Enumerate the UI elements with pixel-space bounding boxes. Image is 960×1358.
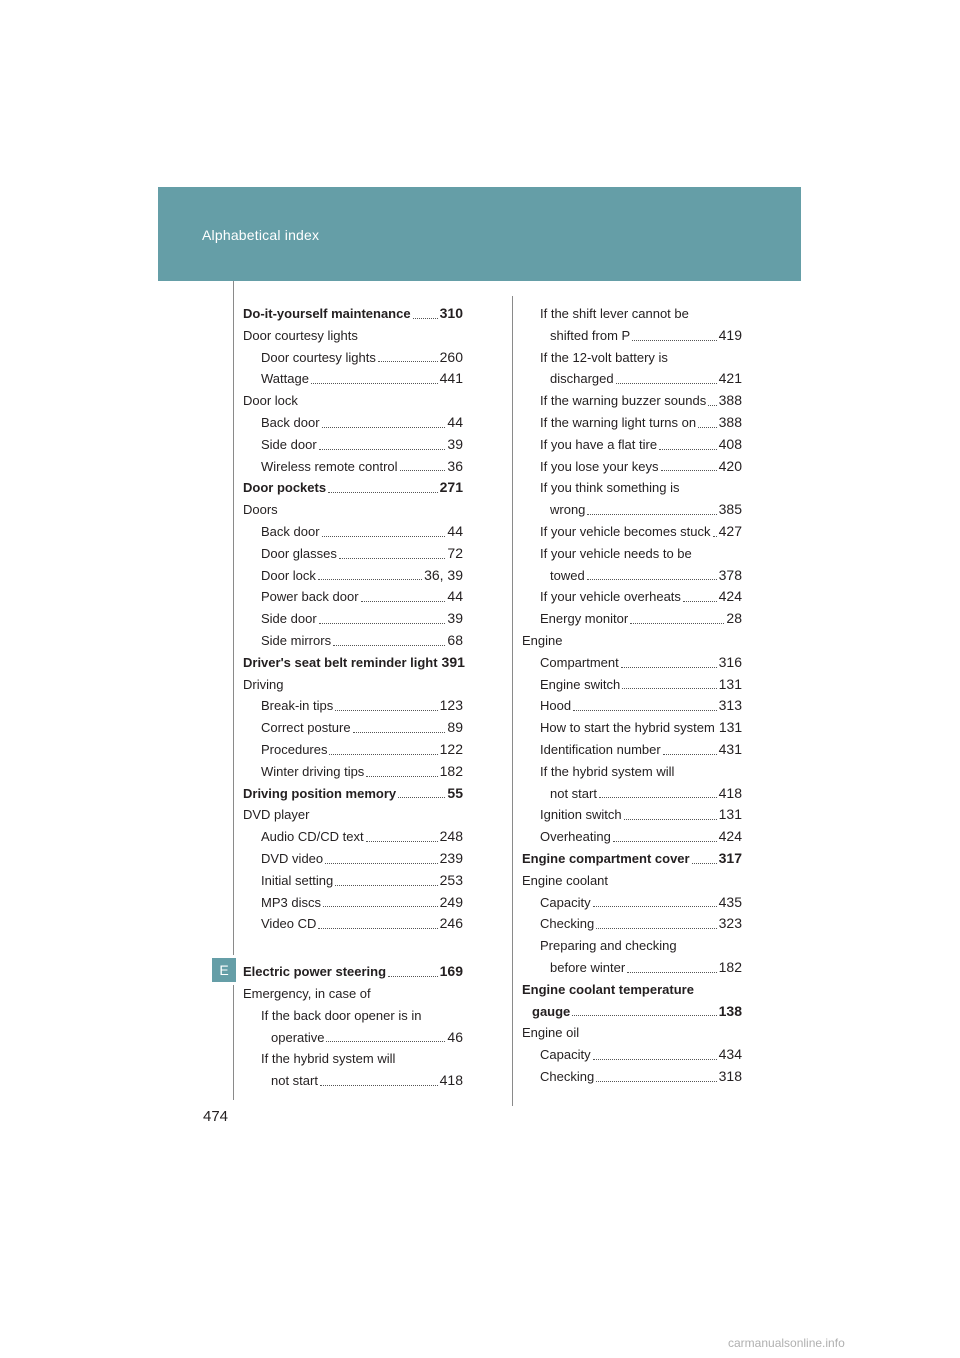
index-entry xyxy=(243,499,463,521)
index-term: Door courtesy lights xyxy=(261,349,376,365)
watermark-logo: carmanualsonline.info xyxy=(728,1336,845,1350)
dot-leader xyxy=(622,687,716,689)
index-term: Winter driving tips xyxy=(261,763,365,779)
page-reference[interactable]: 441 xyxy=(439,370,463,387)
index-term: Energy monitor xyxy=(540,611,629,627)
dot-leader xyxy=(659,448,717,450)
index-entry xyxy=(243,434,463,456)
page-reference[interactable]: 246 xyxy=(439,915,463,932)
index-entry xyxy=(522,783,742,805)
page-reference[interactable]: 427 xyxy=(718,522,742,539)
dot-leader xyxy=(328,491,438,493)
page-reference[interactable]: 424 xyxy=(718,828,742,845)
index-entry xyxy=(522,1022,742,1044)
page-reference[interactable]: 169 xyxy=(439,963,463,980)
index-term: Capacity xyxy=(540,894,591,910)
index-entry xyxy=(522,347,742,369)
page-reference[interactable]: 317 xyxy=(718,849,742,866)
page-reference[interactable]: 318 xyxy=(718,1067,742,1084)
dot-leader xyxy=(323,905,438,907)
index-term: Video CD xyxy=(261,916,317,932)
index-entry xyxy=(522,739,742,761)
index-entry xyxy=(243,761,463,783)
index-term: If the back door opener is in xyxy=(261,1007,422,1023)
index-entry xyxy=(243,477,463,499)
dot-leader xyxy=(322,535,446,537)
page-reference[interactable]: 310 xyxy=(439,305,463,321)
letter-gap xyxy=(243,935,463,961)
index-entry xyxy=(522,390,742,412)
index-entry xyxy=(522,848,742,870)
page-reference[interactable]: 46 xyxy=(447,1028,463,1045)
page-reference[interactable]: 68 xyxy=(447,631,463,648)
section-tab-e: E xyxy=(212,958,236,982)
index-term: towed xyxy=(550,567,585,583)
index-term: Preparing and checking xyxy=(540,938,677,954)
index-term: wrong xyxy=(550,502,586,518)
index-entry xyxy=(522,412,742,434)
index-term: Driving xyxy=(243,676,284,692)
page-reference[interactable]: 388 xyxy=(718,392,742,409)
dot-leader xyxy=(630,622,724,624)
index-term: If your vehicle needs to be xyxy=(540,545,692,561)
index-entry xyxy=(522,586,742,608)
dot-leader xyxy=(616,382,717,384)
page-reference[interactable]: 271 xyxy=(439,479,463,496)
dot-leader xyxy=(320,1084,438,1086)
index-entry xyxy=(522,543,742,565)
index-entry xyxy=(243,303,463,325)
dot-leader xyxy=(318,927,437,929)
index-group-e-continued xyxy=(522,303,742,1088)
page-reference[interactable]: 182 xyxy=(439,762,463,779)
index-term: Wireless remote control xyxy=(261,458,398,474)
index-term: If your vehicle overheats xyxy=(540,589,681,605)
page-reference[interactable]: 391 xyxy=(441,653,465,670)
index-entry xyxy=(243,521,463,543)
index-entry xyxy=(522,456,742,478)
index-term: Side door xyxy=(261,436,317,452)
index-entry xyxy=(243,983,463,1005)
index-entry xyxy=(522,695,742,717)
index-term: If the 12-volt battery is xyxy=(540,349,668,365)
index-term: Door lock xyxy=(243,393,298,409)
index-entry xyxy=(243,390,463,412)
dot-leader xyxy=(366,775,437,777)
dot-leader xyxy=(708,404,716,406)
index-entry xyxy=(243,870,463,892)
index-term: Door glasses xyxy=(261,545,337,561)
dot-leader xyxy=(663,753,717,755)
dot-leader xyxy=(326,1040,445,1042)
index-entry xyxy=(243,717,463,739)
dot-leader xyxy=(388,975,438,977)
dot-leader xyxy=(335,709,437,711)
index-entry xyxy=(522,892,742,914)
index-entry xyxy=(522,870,742,892)
page-reference[interactable]: 378 xyxy=(718,566,742,583)
page-reference[interactable]: 435 xyxy=(718,893,742,910)
page-reference[interactable]: 248 xyxy=(439,828,463,845)
index-entry xyxy=(522,957,742,979)
dot-leader xyxy=(661,469,717,471)
index-entry xyxy=(522,804,742,826)
dot-leader xyxy=(683,600,717,602)
dot-leader xyxy=(698,426,717,428)
index-column-left xyxy=(243,303,463,1092)
index-term: not start xyxy=(550,785,597,801)
page-reference[interactable]: 122 xyxy=(439,740,463,757)
header-band xyxy=(158,187,801,281)
page-reference[interactable]: 55 xyxy=(447,784,463,801)
index-entry xyxy=(243,848,463,870)
index-entry xyxy=(522,608,742,630)
index-entry xyxy=(522,565,742,587)
index-entry xyxy=(243,783,463,805)
page-reference[interactable]: 72 xyxy=(447,544,463,561)
index-term: Driver's seat belt reminder light xyxy=(243,654,438,670)
index-entry xyxy=(522,630,742,652)
page-reference[interactable]: 131 xyxy=(718,719,743,736)
index-entry xyxy=(522,979,742,1001)
index-entry xyxy=(243,325,463,347)
index-term: If the shift lever cannot be xyxy=(540,306,689,321)
index-entry xyxy=(522,477,742,499)
page-reference[interactable]: 44 xyxy=(447,522,463,539)
dot-leader xyxy=(311,382,438,384)
index-term: If you think something is xyxy=(540,480,680,496)
dot-leader xyxy=(378,360,438,362)
index-entry xyxy=(522,674,742,696)
page-reference[interactable]: 39 xyxy=(447,610,463,627)
page-reference[interactable]: 36, 39 xyxy=(424,566,463,583)
index-entry xyxy=(522,303,742,325)
page-reference[interactable]: 434 xyxy=(718,1046,742,1063)
page-reference[interactable]: 131 xyxy=(718,675,742,692)
index-entry xyxy=(522,1044,742,1066)
dot-leader xyxy=(329,753,437,755)
page-reference[interactable]: 44 xyxy=(447,413,463,430)
index-term: not start xyxy=(271,1073,318,1089)
page-reference[interactable]: 138 xyxy=(718,1002,742,1019)
index-term: Back door xyxy=(261,523,320,539)
index-term: Engine coolant xyxy=(522,872,609,888)
index-term: Identification number xyxy=(540,741,661,757)
index-entry xyxy=(243,565,463,587)
index-term: Checking xyxy=(540,916,595,932)
dot-leader xyxy=(572,1014,716,1016)
dot-leader xyxy=(621,666,717,668)
dot-leader xyxy=(632,339,716,341)
page-reference[interactable]: 131 xyxy=(718,806,742,823)
index-term: Do-it-yourself maintenance xyxy=(243,306,411,321)
page-reference[interactable]: 28 xyxy=(726,610,742,627)
index-term: Capacity xyxy=(540,1047,591,1063)
index-term: before winter xyxy=(550,959,626,975)
index-entry xyxy=(243,913,463,935)
left-rule xyxy=(233,281,234,955)
index-term: Back door xyxy=(261,414,320,430)
dot-leader xyxy=(593,905,717,907)
column-divider xyxy=(512,296,513,1106)
index-term: Ignition switch xyxy=(540,807,622,823)
dot-leader xyxy=(413,317,438,319)
index-term: operative xyxy=(271,1029,325,1045)
page-reference[interactable]: 418 xyxy=(718,784,742,801)
dot-leader xyxy=(587,578,717,580)
index-entry xyxy=(243,412,463,434)
page-reference[interactable]: 431 xyxy=(718,740,742,757)
page-reference[interactable]: 418 xyxy=(439,1072,463,1089)
index-entry xyxy=(243,368,463,390)
index-entry xyxy=(243,961,463,983)
index-entry xyxy=(522,1066,742,1088)
page-reference[interactable]: 388 xyxy=(718,413,742,430)
index-term: shifted from P xyxy=(550,327,631,343)
index-term: Door courtesy lights xyxy=(243,327,358,343)
index-entry xyxy=(522,761,742,783)
dot-leader xyxy=(398,796,445,798)
page-reference[interactable]: 313 xyxy=(718,697,742,714)
index-term: Electric power steering xyxy=(243,964,387,980)
index-term: Correct posture xyxy=(261,720,351,736)
index-column-right xyxy=(522,303,742,1088)
index-term: Audio CD/CD text xyxy=(261,829,364,845)
page-reference[interactable]: 323 xyxy=(718,915,742,932)
index-entry xyxy=(243,804,463,826)
index-term: MP3 discs xyxy=(261,894,321,910)
page-reference[interactable]: 39 xyxy=(447,435,463,452)
page-reference[interactable]: 419 xyxy=(718,326,742,343)
index-term: How to start the hybrid system xyxy=(540,720,715,736)
dot-leader xyxy=(335,884,437,886)
index-term: Driving position memory xyxy=(243,785,397,801)
dot-leader xyxy=(713,535,717,537)
dot-leader xyxy=(339,557,446,559)
index-entry xyxy=(522,913,742,935)
index-group-e xyxy=(243,961,463,1092)
dot-leader xyxy=(325,862,438,864)
index-entry xyxy=(243,543,463,565)
index-term: Power back door xyxy=(261,589,359,605)
page-reference[interactable]: 316 xyxy=(718,653,742,670)
index-entry xyxy=(243,630,463,652)
page-reference[interactable]: 253 xyxy=(439,871,463,888)
index-term: Break-in tips xyxy=(261,698,334,714)
index-term: Doors xyxy=(243,502,278,518)
index-term: Overheating xyxy=(540,829,611,845)
index-term: If your vehicle becomes stuck xyxy=(540,523,711,539)
index-entry xyxy=(243,1048,463,1070)
index-term: Engine compartment cover xyxy=(522,850,690,866)
index-term: If the warning light turns on xyxy=(540,414,697,430)
index-term: Door lock xyxy=(261,567,316,583)
index-term: If the warning buzzer sounds xyxy=(540,393,707,409)
index-term: DVD player xyxy=(243,807,310,823)
index-entry xyxy=(522,368,742,390)
page-reference[interactable]: 89 xyxy=(447,719,463,736)
index-term: If the hybrid system will xyxy=(261,1051,396,1067)
index-term: discharged xyxy=(550,371,614,387)
dot-leader xyxy=(599,796,717,798)
page-reference[interactable]: 385 xyxy=(718,501,742,518)
index-entry xyxy=(243,892,463,914)
index-term: Engine switch xyxy=(540,676,621,692)
header-title: Alphabetical index xyxy=(202,227,320,243)
dot-leader xyxy=(322,426,446,428)
index-entry xyxy=(522,717,742,739)
index-term: Compartment xyxy=(540,654,619,670)
index-term: Procedures xyxy=(261,741,328,757)
dot-leader xyxy=(596,1080,716,1082)
index-entry xyxy=(522,325,742,347)
index-term: Initial setting xyxy=(261,872,334,888)
index-entry xyxy=(522,521,742,543)
page-reference[interactable]: 182 xyxy=(718,958,742,975)
index-entry xyxy=(522,434,742,456)
index-term: Emergency, in case of xyxy=(243,985,371,1001)
index-entry xyxy=(522,652,742,674)
index-group-d xyxy=(243,303,463,935)
index-term: Wattage xyxy=(261,371,309,387)
index-term: Checking xyxy=(540,1068,595,1084)
dot-leader xyxy=(587,513,716,515)
page-reference[interactable]: 421 xyxy=(718,370,742,387)
index-entry xyxy=(243,1005,463,1027)
index-term: If you lose your keys xyxy=(540,458,659,474)
page-number: 474 xyxy=(203,1108,229,1125)
dot-leader xyxy=(593,1058,717,1060)
index-entry xyxy=(243,695,463,717)
dot-leader xyxy=(692,862,717,864)
page-reference[interactable]: 424 xyxy=(718,588,742,605)
dot-leader xyxy=(361,600,446,602)
dot-leader xyxy=(319,448,446,450)
dot-leader xyxy=(624,818,717,820)
dot-leader xyxy=(400,469,446,471)
dot-leader xyxy=(318,578,422,580)
index-entry xyxy=(243,586,463,608)
page-reference[interactable]: 420 xyxy=(718,457,742,474)
page-reference[interactable]: 123 xyxy=(439,697,463,714)
dot-leader xyxy=(366,840,438,842)
index-term: gauge xyxy=(532,1003,571,1019)
index-entry xyxy=(522,499,742,521)
index-entry xyxy=(243,1027,463,1049)
index-entry xyxy=(243,739,463,761)
index-entry xyxy=(243,608,463,630)
page-reference[interactable]: 249 xyxy=(439,893,463,910)
page-reference[interactable]: 260 xyxy=(439,348,463,365)
index-term: DVD video xyxy=(261,850,324,866)
index-entry xyxy=(522,826,742,848)
index-term: Engine oil xyxy=(522,1025,580,1041)
dot-leader xyxy=(613,840,717,842)
dot-leader xyxy=(573,709,717,711)
index-entry xyxy=(243,347,463,369)
page-reference[interactable]: 36 xyxy=(447,457,463,474)
index-term: Engine xyxy=(522,632,563,648)
index-entry xyxy=(243,826,463,848)
left-rule-lower xyxy=(233,985,234,1100)
index-term: Side mirrors xyxy=(261,632,332,648)
index-term: Engine coolant temperature xyxy=(522,981,694,997)
index-entry xyxy=(522,1001,742,1023)
index-entry xyxy=(243,1070,463,1092)
index-term: Door pockets xyxy=(243,480,327,496)
index-entry xyxy=(243,456,463,478)
dot-leader xyxy=(319,622,446,624)
index-term: Hood xyxy=(540,698,572,714)
dot-leader xyxy=(353,731,446,733)
index-entry xyxy=(522,935,742,957)
dot-leader xyxy=(596,927,716,929)
dot-leader xyxy=(333,644,445,646)
page-reference[interactable]: 408 xyxy=(718,435,742,452)
index-term: Side door xyxy=(261,611,317,627)
page-reference[interactable]: 239 xyxy=(439,849,463,866)
dot-leader xyxy=(627,971,716,973)
index-entry xyxy=(243,674,463,696)
page-reference[interactable]: 44 xyxy=(447,588,463,605)
index-term: If you have a flat tire xyxy=(540,436,658,452)
index-term: If the hybrid system will xyxy=(540,763,675,779)
index-entry xyxy=(243,652,463,674)
